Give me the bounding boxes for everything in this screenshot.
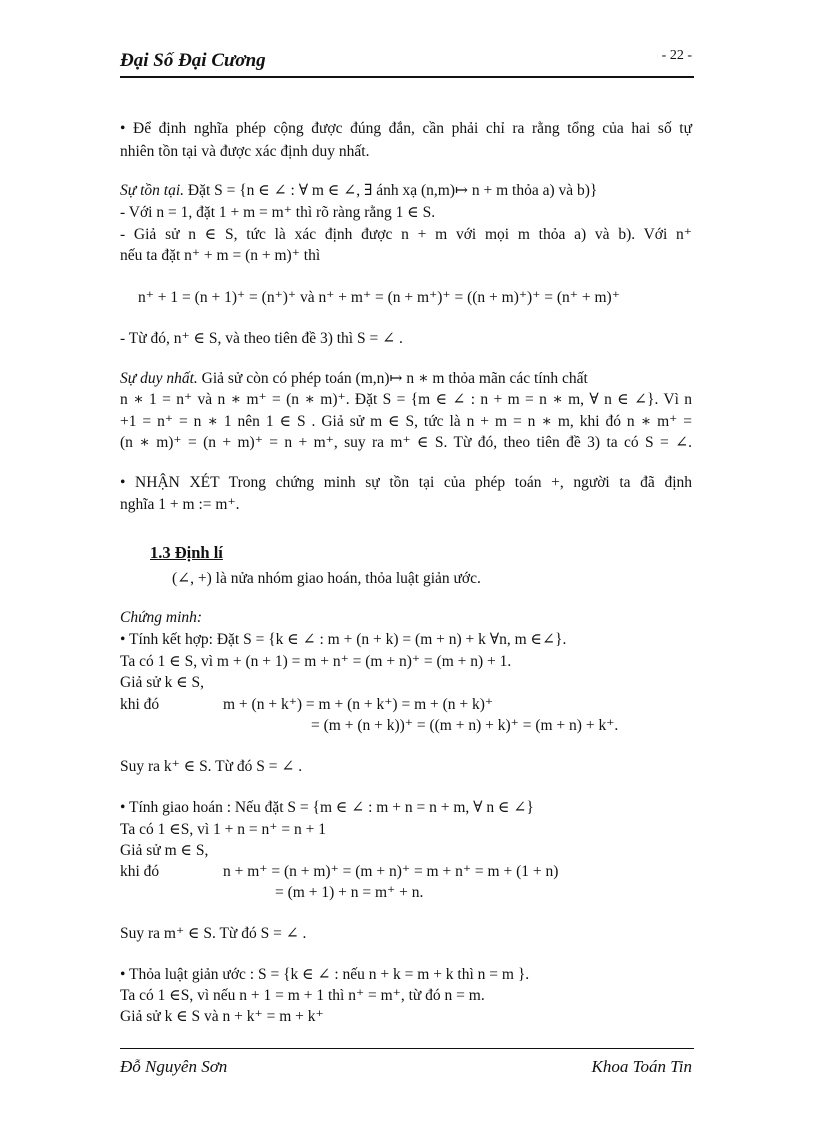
- commutativity-line-4: n + m⁺ = (n + m)⁺ = (m + n)⁺ = m + n⁺ = m + (1 + n): [223, 863, 559, 880]
- intro-line-2: nhiên tồn tại và được xác định duy nhất.: [120, 143, 370, 160]
- existence-line-1: [120, 183, 597, 199]
- associativity-line-5: = (m + (n + k))⁺ = ((m + n) + k)⁺ = (m + n) + k⁺.: [311, 717, 619, 734]
- remark-line-2: nghĩa 1 + m := m⁺.: [120, 496, 240, 513]
- page-number: - 22 -: [661, 48, 692, 63]
- uniqueness-label: Sự duy nhất.: [120, 370, 198, 387]
- commutativity-line-1: • Tính giao hoán : Nếu đặt S = {m ∈ ∠ : m + n = n + m, ∀ n ∈ ∠}: [120, 799, 534, 816]
- commutativity-conclusion: Suy ra m⁺ ∈ S. Từ đó S = ∠ .: [120, 925, 307, 942]
- footer-author: Đỗ Nguyên Sơn: [120, 1057, 228, 1076]
- footer-department: Khoa Toán Tin: [591, 1057, 692, 1076]
- commutativity-line-3: Giả sử m ∈ S,: [120, 842, 209, 859]
- uniqueness-line-4: (n ∗ m)⁺ = (n + m)⁺ = n + m⁺, suy ra m⁺ ∈ S. Từ đó, theo tiên đề 3) ta có S = ∠.: [120, 434, 692, 451]
- theorem-statement: (∠, +) là nửa nhóm giao hoán, thỏa luật giản ước.: [172, 570, 481, 587]
- uniqueness-line-3: +1 = n⁺ = n ∗ 1 nên 1 ∈ S . Giả sử m ∈ S, tức là n + m = n ∗ m, khi đó n ∗ m⁺ =: [120, 413, 692, 430]
- page-footer: [120, 1048, 694, 1089]
- associativity-line-1: • Tính kết hợp: Đặt S = {k ∈ ∠ : m + (n + k) = (m + n) + k ∀n, m ∈∠}.: [120, 631, 567, 648]
- page-header: [120, 44, 694, 78]
- existence-line-2: - Với n = 1, đặt 1 + m = m⁺ thì rõ ràng rằng 1 ∈ S.: [120, 204, 436, 221]
- intro-line-1: • Để định nghĩa phép cộng được đúng đắn, cần phải chỉ ra rằng tổng của hai số tự: [120, 120, 692, 137]
- commutativity-line-5: = (m + 1) + n = m⁺ + n.: [275, 884, 424, 901]
- existence-definition: Đặt S = {n ∈ ∠ : ∀ m ∈ ∠, ∃ ánh xạ (n,m)↦ n + m thỏa a) và b)}: [187, 182, 598, 199]
- associativity-line-4: m + (n + k⁺) = m + (n + k⁺) = m + (n + k)⁺: [223, 696, 494, 713]
- cancellation-line-3: Giả sử k ∈ S và n + k⁺ = m + k⁺: [120, 1008, 324, 1025]
- existence-line-3: - Giả sử n ∈ S, tức là xác định được n + m với mọi m thỏa a) và b). Với n⁺: [120, 226, 692, 243]
- cancellation-line-1: • Thỏa luật giản ước : S = {k ∈ ∠ : nếu n + k = m + k thì n = m }.: [120, 966, 530, 983]
- remark-line-1: • NHẬN XÉT Trong chứng minh sự tồn tại của phép toán +, người ta đã định: [120, 474, 692, 491]
- uniqueness-line-1: [120, 371, 588, 387]
- uniqueness-assumption: Giả sử còn có phép toán (m,n)↦ n ∗ m thỏa mãn các tính chất: [201, 370, 588, 387]
- commutativity-khi-do: khi đó: [120, 863, 160, 880]
- associativity-khi-do: khi đó: [120, 696, 160, 713]
- associativity-line-3: Giả sử k ∈ S,: [120, 674, 205, 691]
- existence-label: Sự tồn tại.: [120, 182, 184, 199]
- existence-line-4: nếu ta đặt n⁺ + m = (n + m)⁺ thì: [120, 247, 321, 264]
- existence-line-5: - Từ đó, n⁺ ∈ S, và theo tiên đề 3) thì S = ∠ .: [120, 330, 403, 347]
- associativity-conclusion: Suy ra k⁺ ∈ S. Từ đó S = ∠ .: [120, 758, 303, 775]
- cancellation-line-2: Ta có 1 ∈S, vì nếu n + 1 = m + 1 thì n⁺ = m⁺, từ đó n = m.: [120, 987, 485, 1004]
- associativity-line-2: Ta có 1 ∈ S, vì m + (n + 1) = m + n⁺ = (m + n)⁺ = (m + n) + 1.: [120, 653, 512, 670]
- uniqueness-line-2: n ∗ 1 = n⁺ và n ∗ m⁺ = (n ∗ m)⁺. Đặt S = {m ∈ ∠ : n + m = n ∗ m, ∀ n ∈ ∠}. Vì n: [120, 391, 692, 408]
- theorem-heading: 1.3 Định lí: [150, 543, 223, 562]
- header-title: Đại Số Đại Cương: [120, 50, 266, 71]
- commutativity-line-2: Ta có 1 ∈S, vì 1 + n = n⁺ = n + 1: [120, 821, 326, 838]
- proof-label: Chứng minh:: [120, 609, 203, 626]
- existence-formula: n⁺ + 1 = (n + 1)⁺ = (n⁺)⁺ và n⁺ + m⁺ = (n + m⁺)⁺ = ((n + m)⁺)⁺ = (n⁺ + m)⁺: [138, 289, 620, 306]
